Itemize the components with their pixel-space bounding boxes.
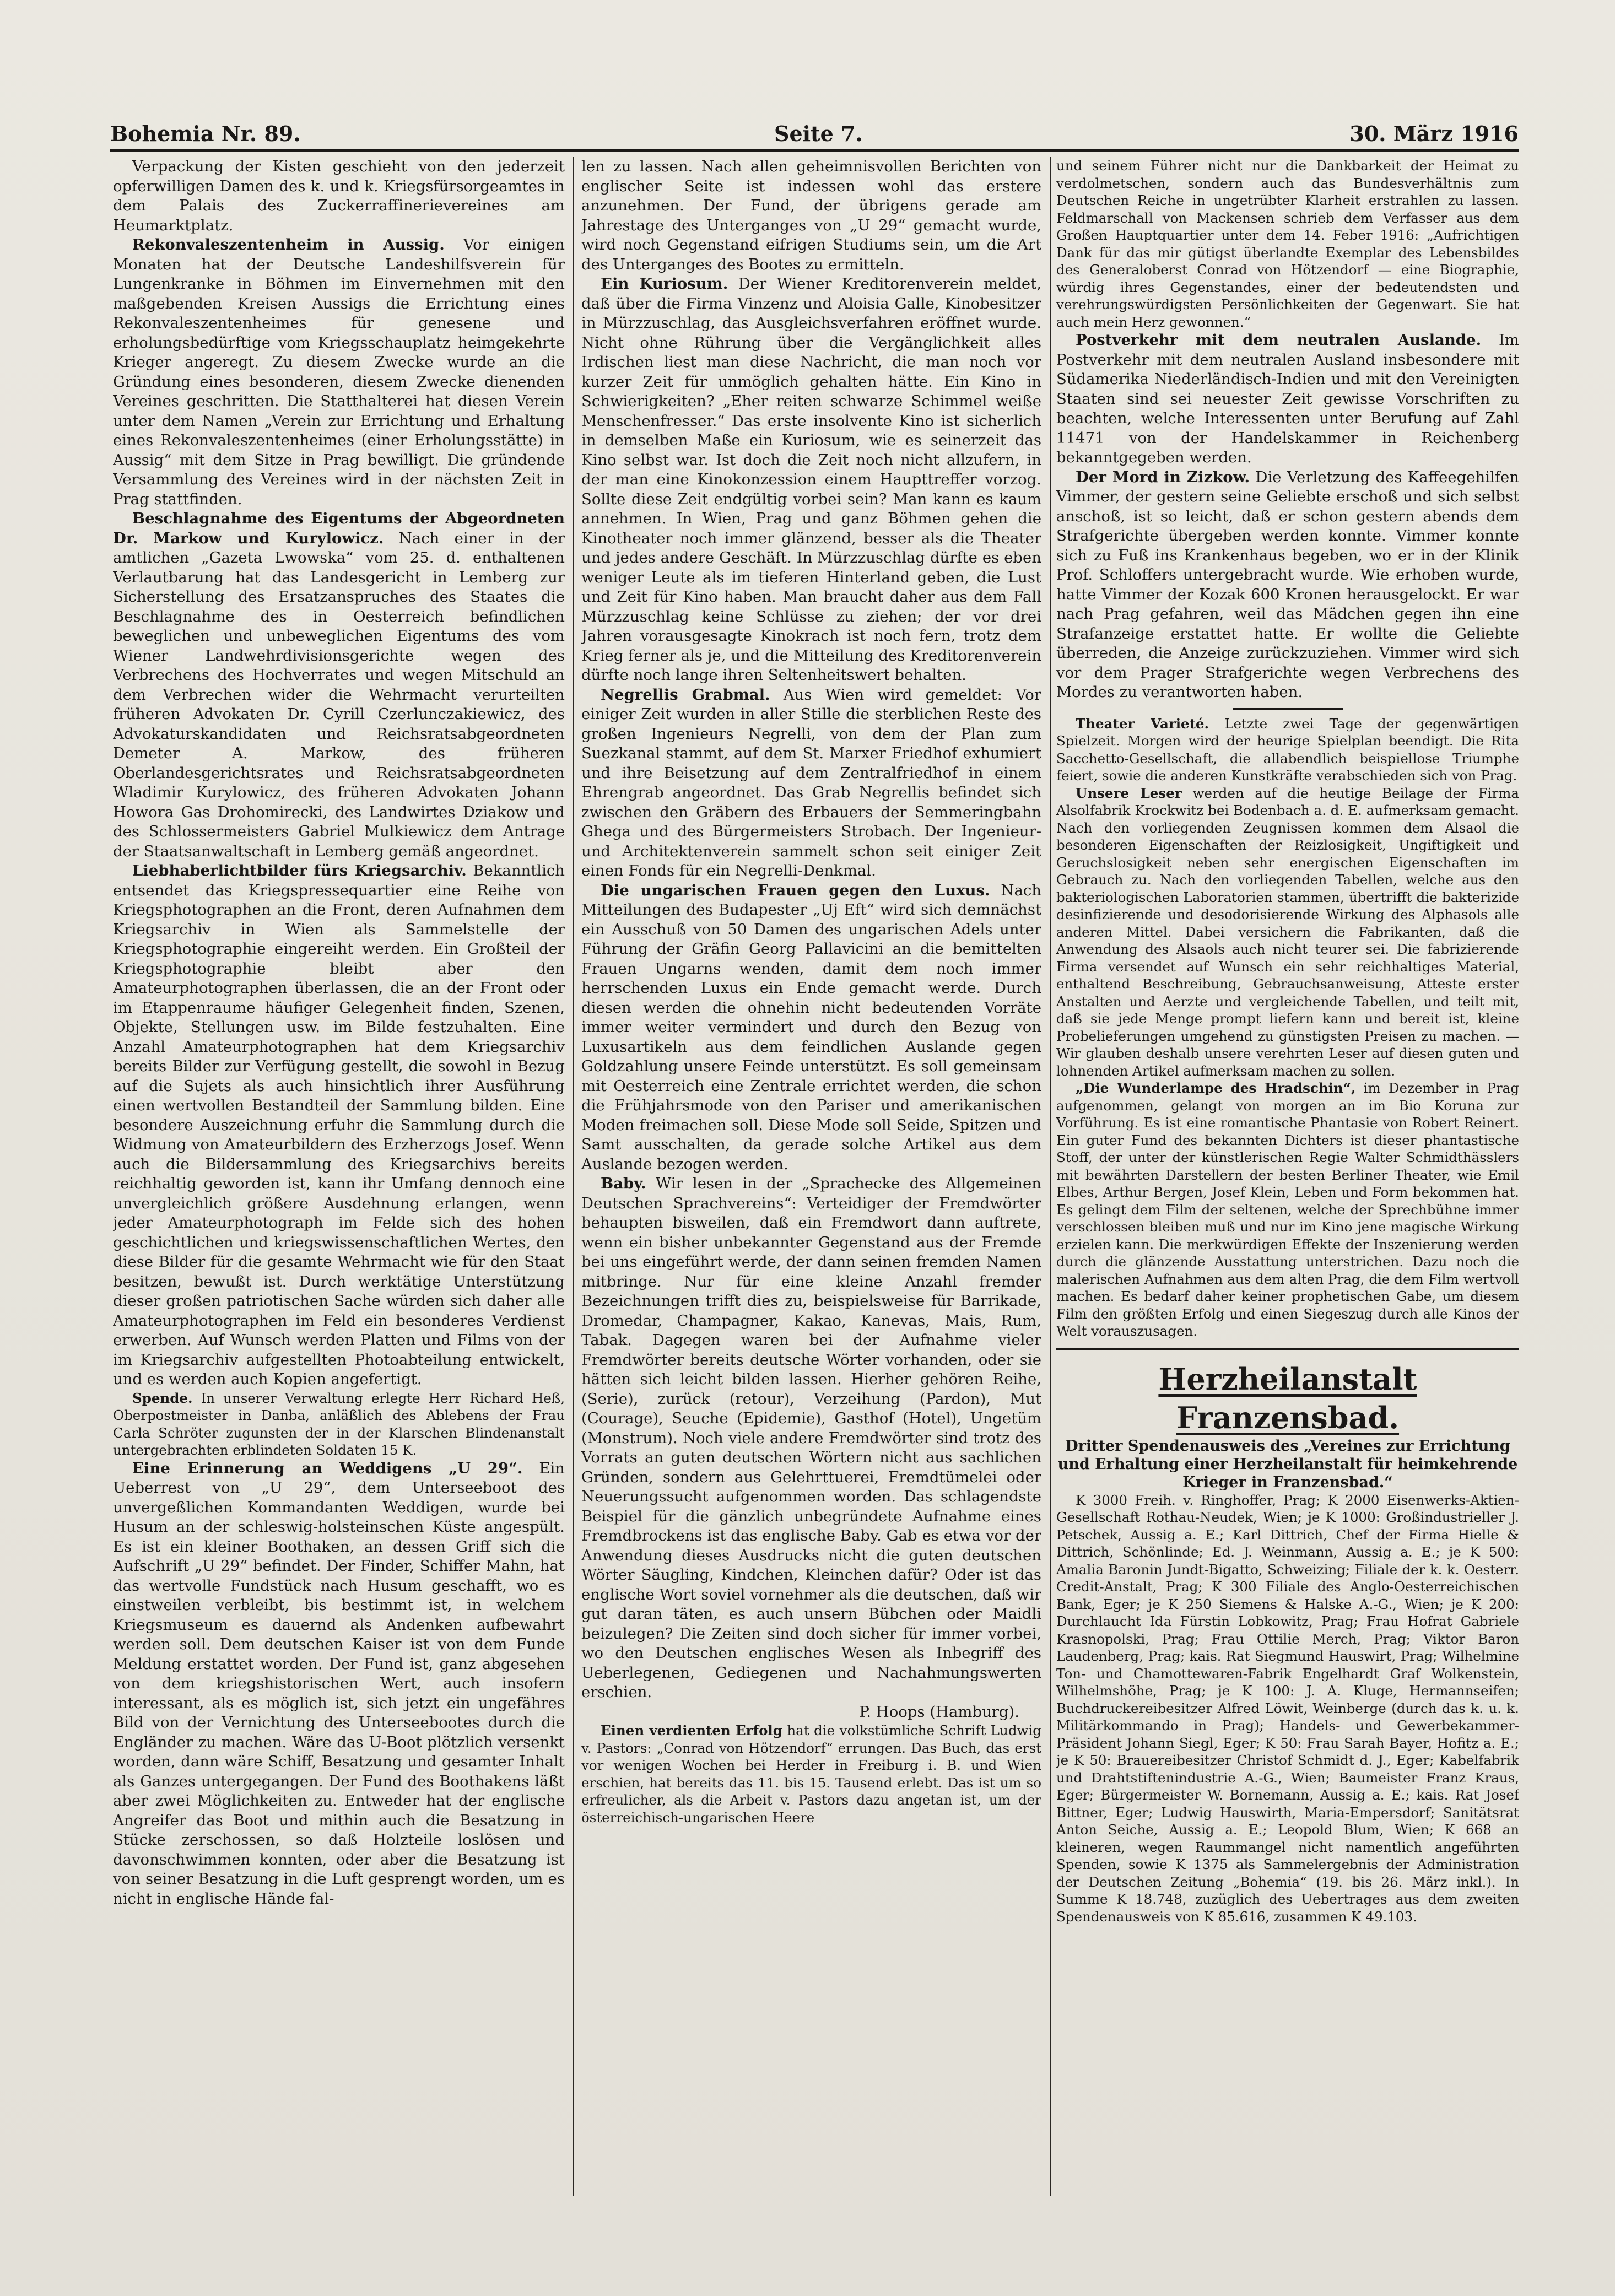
article-paragraph	[1056, 468, 1519, 703]
column-2	[581, 157, 1041, 2196]
article-paragraph	[113, 861, 565, 1390]
column-divider	[573, 157, 574, 2196]
article-body: Ein Ueberrest von „U 29“, dem Unterseeboot des unvergeßlichen Kommandanten Weddigen, wurde bei Husum an der schleswig-holsteinschen Küste angespült. Es ist ein kleiner Boothaken, an dessen Griff sich die Aufschrift „U 29“ befindet. Der Finder, Schiffer Mahn, hat das wertvolle Fundstück nach Husum geschafft, wo es einstweilen verbleibt, bis bestimmt ist, in welchem Kriegsmuseum es dauernd als Andenken aufbewahrt werden soll. Dem deutschen Kaiser ist von dem Funde Meldung erstattet worden. Der Fund ist, ganz abgesehen von dem kriegshistorischen Wert, auch insofern interessant, als es möglich ist, sich jetzt ein ungefähres Bild von der Vernichtung des Unterseebootes durch die Engländer zu machen. Wäre das U-Boot plötzlich versenkt worden, dann wäre Schiff, Besatzung und gesamter Inhalt als Ganzes untergegangen. Der Fund des Boothakens läßt aber zwei Möglichkeiten zu. Entweder hat der englische Angreifer das Boot und mithin auch die Besatzung in Stücke zerschossen, so daß Holzteile loslösen und davonschwimmen konnten, oder aber die Besatzung ist von seiner Besatzung in die Luft gesprengt worden, um es nicht in englische Hände fal-	[113, 1459, 565, 1908]
article-body: werden auf die heutige Beilage der Firma Alsolfabrik Krockwitz bei Bodenbach a. d. E. aufmerksam gemacht. Nach den vorliegenden Zeugnissen kommen dem Alsaol die besonderen Eigenschaften der Reizlosigkeit, Ungiftigkeit und Geruchslosigkeit neben sehr energischen Eigenschaften im Gebrauch zu. Nach den vorliegenden Tabellen, welche aus den bakteriologischen Laboratorien stammen, übertrifft die bakterizide desinfizierende und desodorisierende Wirkung des Alphasols alle anderen Mittel. Dabei versichern die Fabrikanten, daß die Anwendung des Alsaols auch nicht teurer sei. Die fabrizierende Firma versendet auf Wunsch ein sehr reichhaltiges Material, enthaltend Beschreibung, Gebrauchsanweisung, Atteste erster Anstalten und Aerzte und vergleichende Tabellen, und teilt mit, daß sie jede Menge prompt liefern kann und bereit ist, kleine Probelieferungen umgehend zu günstigsten Preisen zu machen. — Wir glauben deshalb unsere verehrten Leser auf diesen guten und lohnenden Artikel aufmerksam machen zu sollen.	[1056, 785, 1519, 1079]
article-body: Die Verletzung des Kaffeegehilfen Vimmer, der gestern seine Geliebte erschoß und sich selbst anschoß, ist so leicht, daß er schon gestern abends dem Strafgerichte übergeben werden konnte. Vimmer konnte sich zu Fuß ins Krankenhaus begeben, wo er in der Klinik Prof. Schloffers untergebracht wurde. Wie erhoben wurde, hatte Vimmer der Kozak 600 Kronen herausgelockt. Er war nach Prag gefahren, weil das Mädchen gegen ihn eine Strafanzeige erstattet hatte. Er wollte die Geliebte überreden, die Anzeige zurückzuziehen. Vimmer wird sich vor dem Prager Strafgerichte wegen Verbrechens des Mordes zu verantworten haben.	[1056, 468, 1519, 701]
article-body: Nach einer in der amtlichen „Gazeta Lwowska“ vom 25. d. enthaltenen Verlautbarung hat das Landesgericht in Lemberg zur Sicherstellung des Ersatzanspruches des Staates die Beschlagnahme des in Oesterreich befindlichen beweglichen und unbeweglichen Eigentums des vom Wiener Landwehrdivisionsgerichte wegen des Verbrechens des Hochverrates und wegen Mitschuld an dem Verbrechen wider die Wehrmacht verurteilten früheren Advokaten Dr. Cyrill Czerlunczakiewicz, des Advokaturskandidaten und Reichsratsabgeordneten Demeter A. Markow, des früheren Oberlandesgerichtsrates und Reichsratsabgeordneten Wladimir Kurylowicz, des früheren Advokaten Johann Howora Gas Drohomirecki, des Landwirtes Dziakow und des Schlossermeisters Gabriel Mulkiewicz dem Antrage der Staatsanwaltschaft in Lemberg gemäß angeordnet.	[113, 529, 565, 860]
article-body: Der Wiener Kreditorenverein meldet, daß über die Firma Vinzenz und Aloisia Galle, Kinobesitzer in Mürzzuschlag, das Ausgleichsverfahren eröffnet wurde. Nicht ohne Rührung über die Vergänglichkeit alles Irdischen liest man diese Nachricht, die man noch vor kurzer Zeit für unmöglich gehalten hätte. Ein Kino in Schwierigkeiten? „Eher reiten schwarze Schimmel weiße Menschenfresser.“ Das erste insolvente Kino ist sicherlich in demselben Maße ein Kuriosum, wie es seinerzeit das Kino selbst war. Ist doch die Zeit noch nicht allzufern, in der man eine Kinokonzession einem Haupttreffer vorzog. Sollte diese Zeit endgültig vorbei sein? Man kann es kaum annehmen. In Wien, Prag und ganz Böhmen gehen die Kinotheater noch immer glänzend, besser als die Theater und jedes andere Geschäft. In Mürzzuschlag dürfte es eben weniger Leute als im tieferen Hinterland geben, die Lust und Zeit für Kino haben. Man braucht daher aus dem Fall Mürzzuschlag keine Schlüsse zu ziehen; der vor drei Jahren vorausgesagte Kinokrach ist noch fern, trotz dem Krieg ferner als je, und die Mitteilung des Kreditorenverein dürfte noch lange ihren Seltenheitswert behalten.	[581, 275, 1041, 684]
article-headline: Beschlagnahme des Eigentums der Abgeordneten Dr. Markow und Kurylowicz.	[113, 510, 565, 547]
article-headline: Die ungarischen Frauen gegen den Luxus.	[601, 881, 990, 899]
page-header	[110, 115, 1519, 153]
issue-number: Bohemia Nr. 89.	[110, 121, 301, 146]
article-headline: Ein Kuriosum.	[601, 275, 728, 293]
article-body: Nach Mitteilungen des Budapester „Uj Eft“ wird sich demnächst ein Ausschuß von 50 Damen des ungarischen Adels unter Führung der Gräfin Georg Pallavicini an die bemittelten Frauen Ungarns wenden, damit dem noch immer herrschenden Luxus ein Ende gemacht werde. Durch diesen werden die ohnehin nicht bedeutenden Vorräte immer weiter vermindert und durch den Bezug von Luxusartikeln aus dem feindlichen Auslande gegen Goldzahlung unsere Feinde unterstützt. Es soll gemeinsam mit Oesterreich eine Zentrale errichtet werden, die schon die Frühjahrsmode von den Pariser und amerikanischen Moden freimachen soll. Diese Mode soll Seide, Spitzen und Samt ausschalten, da gerade solche Artikel aus dem Auslande bezogen werden.	[581, 881, 1041, 1173]
article-headline: Eine Erinnerung an Weddigens „U 29“.	[132, 1459, 523, 1477]
article-paragraph	[581, 1722, 1041, 1826]
article-body: len zu lassen. Nach allen geheimnisvollen Berichten von englischer Seite ist indessen wohl das erstere anzunehmen. Der Fund, der übrigens gerade am Jahrestage des Unterganges von „U 29“ gemacht wurde, wird noch Gegenstand eifrigen Studiums sein, um die Art des Unterganges des Bootes zu ermitteln.	[581, 158, 1041, 273]
article-body: im Dezember in Prag aufgenommen, gelangt von morgen an im Bio Koruna zur Vorführung. Es ist eine romantische Phantasie von Robert Reinert. Ein guter Fund des bekannten Dichters ist dieser phantastische Stoff, der unter der künstlerischen Regie Walter Schmidthässlers mit bewährten Darstellern der besten Berliner Theater, wie Emil Elbes, Arthur Bergen, Josef Klein, Leben und Form bekommen hat. Es gelingt dem Film der seltenen, welche der Sprechbühne immer verschlossen bleiben muß und nur im Kino jene magische Wirkung erzielen kann. Die merkwürdigen Effekte der Inszenierung werden durch die glänzende Ausstattung unterstrichen. Dazu noch die malerischen Aufnahmen aus dem alten Prag, die dem Film wertvoll machen. Es bedarf daher keiner prophetischen Gabe, um diesem Film den größten Erfolg und einen Siegeszug durch alle Kinos der Welt vorauszusagen.	[1056, 1080, 1519, 1339]
issue-date: 30. März 1916	[1349, 121, 1519, 146]
article-body: In unserer Verwaltung erlegte Herr Richard Heß, Oberpostmeister in Danba, anläßlich des Ablebens der Frau Carla Schröter zugunsten der in der Klarschen Blindenanstalt untergebrachten erblindeten Soldaten 15 K.	[113, 1390, 565, 1458]
article-paragraph	[581, 685, 1041, 881]
article-body: Im Postverkehr mit dem neutralen Ausland insbesondere mit Südamerika Niederländisch-Indien und mit den Vereinigten Staaten sind sei neuester Zeit gewisse Vorschriften zu beachten, welche Interessenten unter Berufung auf Zahl 11471 von der Handelskammer in Reichenberg bekanntgegeben werden.	[1056, 331, 1519, 466]
article-paragraph	[113, 509, 565, 861]
article-body: Vor einigen Monaten hat der Deutsche Landeshilfsverein für Lungenkranke in Böhmen im Einvernehmen mit den maßgebenden Kreisen Aussigs die Errichtung eines Rekonvaleszentenheimes für genesene und erholungsbedürftige vom Kriegsschauplatz heimgekehrte Krieger angeregt. Zu diesem Zwecke wurde an die Gründung eines besonderen, diesem Zwecke dienenden Vereines geschritten. Die Statthalterei hat diesen Verein unter dem Namen „Verein zur Errichtung und Erhaltung eines Rekonvaleszentenheimes (einer Erholungsstätte) in Aussig“ mit dem Sitze in Prag bewilligt. Die gründende Versammlung des Vereines wird in der nächsten Zeit in Prag stattfinden.	[113, 236, 565, 508]
article-paragraph	[113, 1390, 565, 1459]
section-title: Herzheilanstalt Franzensbad.	[1158, 1361, 1417, 1435]
article-paragraph	[113, 1459, 565, 1909]
article-paragraph	[1056, 1079, 1519, 1340]
article-headline: Negrellis Grabmal.	[601, 685, 770, 704]
article-headline: „Die Wunderlampe des Hradschin“,	[1076, 1080, 1356, 1096]
article-headline: Unsere Leser	[1076, 785, 1182, 801]
column-3	[1056, 157, 1519, 2223]
article-body: Verpackung der Kisten geschieht von den jederzeit opferwilligen Damen des k. und k. Kriegsfürsorgeamtes in dem Palais des Zuckerraffinerievereines am Heumarktplatz.	[113, 158, 565, 234]
article-paragraph	[1056, 715, 1519, 785]
article-paragraph	[1056, 785, 1519, 1080]
article-headline: Einen verdienten Erfolg	[601, 1722, 782, 1738]
article-headline: Baby.	[601, 1175, 646, 1192]
article-headline: Theater Varieté.	[1076, 715, 1209, 732]
article-body: hat die volkstümliche Schrift Ludwig v. Pastors: „Conrad von Hötzendorf“ errungen. Das Buch, das erst vor wenigen Wochen bei Herder in Freiburg i. B. und Wien erschien, hat bereits das 11. bis 15. Tausend erlebt. Das ist um so erfreulicher, als die Arbeit v. Pastors dazu angetan ist, um der österreichisch-ungarischen Heere	[581, 1722, 1041, 1825]
article-headline: Der Mord in Zizkow.	[1076, 468, 1250, 486]
column-1	[113, 157, 565, 2196]
article-body: und seinem Führer nicht nur die Dankbarkeit der Heimat zu verdolmetschen, sondern auch das Bundesverhältnis zum Deutschen Reiche in ungetrübter Klarheit erstrahlen zu lassen. Feldmarschall von Mackensen schrieb dem Verfasser aus dem Großen Hauptquartier unter dem 14. Feber 1916: „Aufrichtigen Dank für das mir gütigst überlandte Exemplar des Lebensbildes des Generaloberst Conrad von Hötzendorf — eine Biographie, würdig ihres Gegenstandes, einer der bedeutendsten und verehrungswürdigsten Persönlichkeiten der Gegenwart. Sie hat auch mein Herz gewonnen.“	[1056, 158, 1519, 330]
article-paragraph	[1056, 1492, 1519, 1926]
article-headline: Postverkehr mit dem neutralen Auslande.	[1076, 331, 1482, 349]
article-body: K 3000 Freih. v. Ringhoffer, Prag; K 2000 Eisenwerks-Aktien-Gesellschaft Rothau-Neudek, Wien; je K 1000: Großindustrieller J. Petschek, Aussig a. E.; Karl Dittrich, Chef der Firma Hielle & Dittrich, Schönlinde; Ed. J. Weinmann, Aussig a. E.; je K 500: Amalia Baronin Jundt-Bigatto, Schweizing; Filiale der k. k. Oesterr. Credit-Anstalt, Prag; K 300 Filiale des Anglo-Oesterreichischen Bank, Eger; je K 250 Siemens & Halske A.-G., Wien; je K 200: Durchlaucht Ida Fürstin Lobkowitz, Prag; Frau Hofrat Gabriele Krasnopolski, Prag; Frau Ottilie Merch, Prag; Viktor Baron Laudenberg, Prag; kais. Rat Siegmund Hauswirt, Prag; Wilhelmine Ton- und Chamottewaren-Fabrik Engelhardt Graf Wolkenstein, Wilhelmshöhe, Prag; je K 100: J. A. Kluge, Hermannseifen; Buchdruckereibesitzer Alfred Löwit, Weinberge (durch das k. u. k. Militärkommando in Prag); Handels- und Gewerbekammer-Präsident Johann Siegl, Eger; K 50: Frau Sarah Bayer, Hofitz a. E.; je K 50: Brauereibesitzer Christof Schmidt d. J., Eger; Kabelfabrik und Drahtstiftenindustrie A.-G., Wien; Baumeister Franz Kraus, Eger; Bürgermeister W. Bornemann, Aussig a. E.; kais. Rat Josef Bittner, Eger; Ludwig Hauswirth, Maria-Empersdorf; Sanitätsrat Anton Seiche, Aussig a. E.; Leopold Blum, Wien; K 668 an kleineren, wegen Raummangel nicht namentlich angeführten Spenden, sowie K 1375 als Sammelergebnis der Administration der Deutschen Zeitung „Bohemia“ (19. bis 26. März inkl.). In Summe K 18.748, zuzüglich des Uebertrages aus dem zweiten Spendenausweis von K 85.616, zusammen K 49.103.	[1056, 1492, 1519, 1925]
section-subtitle: Dritter Spendenausweis des „Vereines zur Errichtung und Erhaltung einer Herzheilanstalt für heimkehrende Krieger in Franzensbad.“	[1057, 1437, 1518, 1491]
article-body: Bekanntlich entsendet das Kriegspressequartier eine Reihe von Kriegsphotographen an die Front, deren Aufnahmen dem Kriegsarchiv in Wien als Sammelstelle der Kriegsphotographie eingereiht werden. Ein Großteil der Kriegsphotographie bleibt aber den Amateurphotographen überlassen, die an der Front oder im Etappenraume häufiger Gelegenheit finden, Szenen, Objekte, Stellungen usw. im Bilde festzuhalten. Eine Anzahl Amateurphotographen hat dem Kriegsarchiv bereits Bilder zur Verfügung gestellt, die sowohl in Bezug auf die Sujets als auch hinsichtlich ihrer Ausführung einen wertvollen Bestandteil der Sammlung bilden. Eine besondere Auszeichnung erfuhr die Sammlung durch die Widmung von Amateurbildern des Erzherzogs Josef. Wenn auch die Bildersammlung des Kriegsarchivs bereits reichhaltig geworden ist, kann ihr Umfang dennoch eine unvergleichlich größere Ausdehnung erlangen, wenn jeder Amateurphotograph im Felde sich des hohen geschichtlichen und kriegswissenschaftlichen Wertes, den diese Bilder für die gesamte Wehrmacht wie für den Staat besitzen, bewußt ist. Durch werktätige Unterstützung dieser großen patriotischen Sache würden sich daher alle Amateurphotographen im Feld ein besonderes Verdienst erwerben. Auf Wunsch werden Platten und Films von der im Kriegsarchiv aufgestellten Photoabteilung entwickelt, und es werden auch Kopien angefertigt.	[113, 862, 565, 1388]
article-body: Letzte zwei Tage der gegenwärtigen Spielzeit. Morgen wird der heurige Spielplan beendigt. Die Rita Sacchetto-Gesellschaft, die allabendlich beispiellose Triumphe feiert, sowie die anderen Kunstkräfte verabschieden sich von Prag.	[1056, 715, 1519, 784]
article-signature: P. Hoops (Hamburg).	[859, 1703, 1019, 1721]
article-paragraph	[1056, 157, 1519, 331]
article-headline: Rekonvaleszentenheim in Aussig.	[132, 236, 445, 253]
article-paragraph	[581, 1174, 1041, 1703]
article-paragraph	[581, 274, 1041, 685]
article-paragraph	[581, 157, 1041, 274]
header-rule	[110, 149, 1519, 152]
article-paragraph	[581, 881, 1041, 1175]
article-paragraph	[113, 235, 565, 509]
article-paragraph	[113, 157, 565, 235]
section-rule	[1233, 708, 1343, 710]
column-divider	[1050, 157, 1051, 2196]
article-body: Wir lesen in der „Sprachecke des Allgemeinen Deutschen Sprachvereins“: Verteidiger der Fremdwörter behaupten bisweilen, daß ein Fremdwort dann auftrete, wenn ein bisher unbekannter Gegenstand aus der Fremde bei uns eingeführt werde, der dann seinen fremden Namen mitbringe. Nur für eine kleine Anzahl fremder Bezeichnungen trifft dies zu, beispielsweise für Barrikade, Dromedar, Champagner, Kakao, Kanevas, Mais, Rum, Tabak. Dagegen waren bei der Aufnahme vieler Fremdwörter bereits deutsche Wörter vorhanden, oder sie hätten sich leicht bilden lassen. Hierher gehören Reihe, (Serie), zurück (retour), Verzeihung (Pardon), Mut (Courage), Seuche (Epidemie), Gasthof (Hotel), Ungetüm (Monstrum). Noch viele andere Fremdwörter sind trotz des Vorrats an guten deutschen Wörtern nicht aus sachlichen Gründen, sondern aus Gelehrttuerei, Fremdtümelei oder Neuerungssucht aufgenommen worden. Das schlagendste Beispiel für die gänzlich unbegründete Aufnahme eines Fremdbrockens ist das englische Baby. Gab es etwa vor der Anwendung dieses Ausdrucks nicht die guten deutschen Wörter Säugling, Kindchen, Kleinchen dafür? Oder ist das englische Wort soviel vornehmer als die deutschen, daß wir gut daran täten, es auch unsern Bübchen oder Maidli beizulegen? Die Zeiten sind doch sicher für immer vorbei, wo den Deutschen englisches Wesen als Inbegriff des Ueberlegenen, Gediegenen und Nachahmungswerten erschien.	[581, 1175, 1041, 1701]
article-headline: Spende.	[132, 1390, 193, 1406]
article-paragraph	[1056, 331, 1519, 468]
page-number: Seite 7.	[774, 121, 863, 146]
article-headline: Liebhaberlichtbilder fürs Kriegsarchiv.	[132, 862, 467, 879]
article-body: Aus Wien wird gemeldet: Vor einiger Zeit wurden in aller Stille die sterblichen Reste des großen Ingenieurs Negrelli, von dem der Plan zum Suezkanal stammt, auf dem St. Marxer Friedhof exhumiert und ihre Beisetzung auf dem Zentralfriedhof in einem Ehrengrab angeordnet. Das Grab Negrellis befindet sich zwischen den Gräbern des Erbauers der Semmeringbahn Ghega und des Bürgermeisters Strobach. Der Ingenieur- und Architektenverein sammelt schon seit einiger Zeit einen Fonds für ein Negrelli-Denkmal.	[581, 685, 1041, 879]
section-rule	[1056, 1348, 1519, 1350]
